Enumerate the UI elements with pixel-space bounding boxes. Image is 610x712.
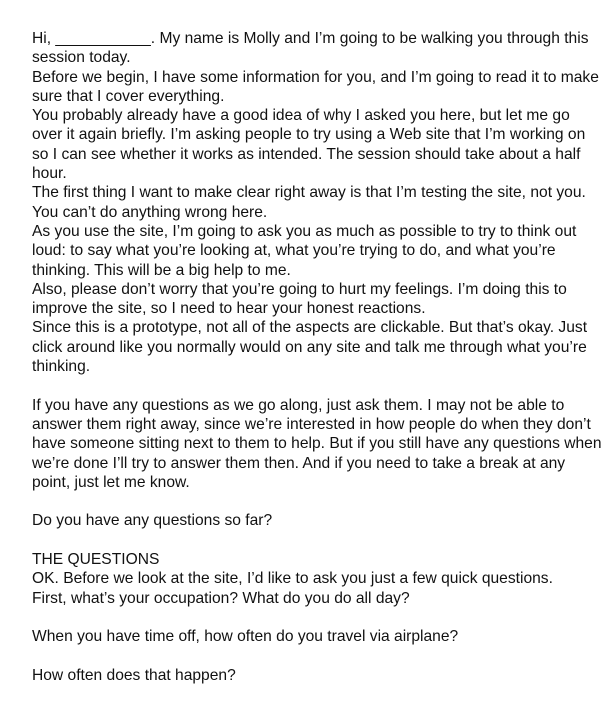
intro-preface: Before we begin, I have some information for you, and I’m going to read it to make sure that I cover everything.: [32, 68, 599, 105]
section-heading: THE QUESTIONS: [32, 551, 160, 569]
intro-prototype-note: Since this is a prototype, not all of the aspects are clickable. But that’s okay. Just click around like you normally would on any site and talk me through what you’re thinking.: [32, 319, 588, 376]
questions-note: If you have any questions as we go along, just ask them. I may not be able to answer them right away, since we’re interested in how people do when they don’t have someone sitting next to them to help. But if you still have any questions when we’re done I’ll try to answer them then. And if you need to take a break at any point, just let me know.: [32, 396, 602, 491]
paragraph-gap: [32, 492, 602, 511]
check-in-question: Do you have any questions so far?: [32, 512, 273, 530]
intro-testing-site: The first thing I want to make clear right away is that I’m testing the site, not you. You can’t do anything wrong here.: [32, 184, 586, 221]
question-occupation: First, what’s your occupation? What do you do all day?: [32, 589, 410, 607]
intro-greeting: Hi, ___________. My name is Molly and I’m going to be walking you through this session today.: [32, 30, 589, 67]
paragraph-gap: [32, 376, 602, 395]
paragraph-gap: [32, 647, 602, 666]
question-travel-frequency: When you have time off, how often do you travel via airplane?: [32, 628, 459, 646]
intro-think-aloud: As you use the site, I’m going to ask you as much as possible to try to think out loud: to say what you’re looking at, what you’re trying to do, and what you’re thinking. This will be a big help to me.: [32, 222, 577, 279]
document-page: [32, 29, 602, 685]
question-how-often: How often does that happen?: [32, 666, 236, 684]
paragraph-gap: [32, 608, 602, 627]
section-intro: OK. Before we look at the site, I’d like to ask you just a few quick questions.: [32, 570, 553, 588]
paragraph-gap: [32, 531, 602, 550]
intro-purpose: You probably already have a good idea of why I asked you here, but let me go over it again briefly. I’m asking people to try using a Web site that I’m working on so I can see whether it works as intended. The session should take about a half hour.: [32, 107, 586, 183]
intro-honest-reactions: Also, please don’t worry that you’re going to hurt my feelings. I’m doing this to improve the site, so I need to hear your honest reactions.: [32, 280, 567, 318]
